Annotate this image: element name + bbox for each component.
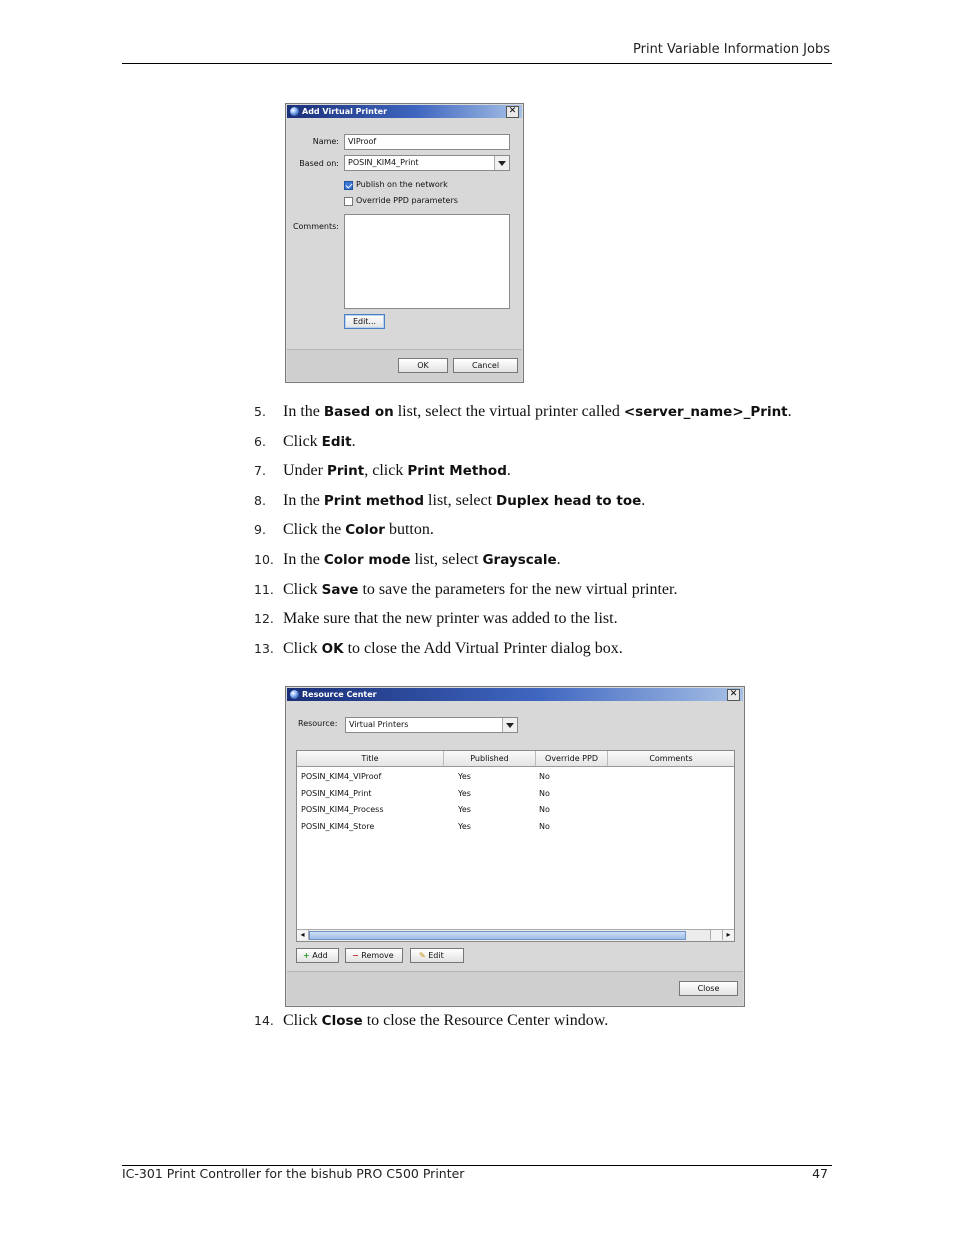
ui-term: Close — [321, 1013, 363, 1029]
step-text-run: . — [641, 491, 646, 509]
add-virtual-printer-dialog — [285, 103, 524, 383]
virtual-printers-table — [296, 750, 735, 942]
name-label: Name: — [312, 137, 339, 146]
column-override-ppd[interactable]: Override PPD — [536, 751, 608, 766]
edit-button[interactable] — [410, 948, 464, 963]
button-bar — [287, 971, 743, 1005]
chevron-down-icon[interactable] — [502, 718, 517, 732]
comments-label: Comments: — [292, 222, 339, 231]
publish-label: Publish on the network — [356, 180, 448, 189]
step-text-run: In the — [283, 550, 324, 568]
footer-title: IC-301 Print Controller for the bishub PRO C500 Printer — [122, 1166, 465, 1181]
step-text-run: Click the — [283, 521, 346, 539]
step-text — [283, 609, 618, 629]
scroll-right-icon[interactable]: ▸ — [722, 930, 734, 940]
ui-term: Color mode — [323, 551, 411, 568]
step-text-run: Click — [283, 1012, 322, 1029]
table-cell: No — [539, 788, 550, 798]
step-number: 11. — [254, 581, 274, 597]
table-cell: POSIN_KIM4_Store — [301, 821, 375, 831]
resource-value: Virtual Printers — [349, 720, 409, 729]
remove-button[interactable] — [345, 948, 403, 963]
step-text-run: In the — [283, 491, 324, 509]
name-input[interactable]: VIProof — [344, 134, 510, 150]
globe-icon — [290, 690, 299, 699]
table-cell: Yes — [458, 805, 471, 814]
column-published[interactable]: Published — [444, 751, 536, 766]
table-cell: No — [539, 805, 550, 814]
step-text-run: to save the parameters for the new virtual printer. — [358, 580, 678, 598]
step-text — [283, 461, 511, 481]
table-row[interactable] — [297, 802, 734, 819]
scrollbar-thumb[interactable] — [309, 931, 686, 940]
ui-term: Print — [326, 463, 365, 480]
step-number: 6. — [254, 433, 266, 449]
step-number: 10. — [254, 551, 274, 567]
ui-term: Based on — [323, 404, 394, 420]
plus-icon: + — [303, 951, 310, 960]
table-cell: Yes — [458, 772, 471, 781]
cancel-button[interactable]: Cancel — [453, 358, 518, 373]
dialog-title: Add Virtual Printer — [302, 107, 388, 116]
column-title[interactable]: Title — [297, 751, 444, 766]
publish-checkbox[interactable] — [344, 181, 353, 190]
pencil-icon: ✎ — [419, 951, 426, 960]
step-number: 14. — [254, 1013, 274, 1028]
ui-term: Grayscale — [482, 551, 557, 568]
step-text-run: list, select — [424, 491, 497, 509]
step-text-run: Click — [283, 432, 322, 450]
step-text-run: to close the Resource Center window. — [362, 1012, 609, 1029]
resource-center-window — [285, 686, 745, 1007]
table-cell: Yes — [458, 821, 471, 831]
ui-term: OK — [321, 640, 344, 657]
running-header: Print Variable Information Jobs — [633, 42, 830, 57]
step-text-run: list, select the virtual printer called — [393, 403, 624, 420]
step-text — [283, 550, 561, 570]
resource-select[interactable] — [345, 717, 518, 733]
step-number: 13. — [254, 640, 274, 656]
minus-icon: − — [352, 951, 359, 960]
step-number: 12. — [254, 611, 274, 627]
add-button-label: Add — [312, 951, 328, 960]
edit-button-label: Edit — [428, 951, 444, 960]
step-text-run: . — [787, 403, 792, 420]
override-ppd-checkbox[interactable] — [344, 197, 353, 206]
table-cell: POSIN_KIM4_VIProof — [301, 772, 382, 781]
ui-term: Print Method — [407, 463, 507, 480]
table-cell: POSIN_KIM4_Process — [301, 805, 384, 814]
step-number: 7. — [254, 463, 266, 479]
step-text-run: . — [506, 462, 511, 480]
ui-term: Color — [345, 522, 385, 539]
edit-button[interactable]: Edit... — [344, 314, 385, 329]
comments-textarea[interactable] — [344, 214, 510, 309]
step-text-run: Click — [283, 639, 322, 657]
horizontal-scrollbar[interactable] — [297, 929, 734, 941]
step-number: 5. — [254, 404, 266, 419]
step-text-run: Click — [283, 580, 322, 598]
ui-term: Duplex head to toe — [496, 492, 642, 509]
step-text-run: to close the Add Virtual Printer dialog box. — [343, 639, 623, 657]
resource-label: Resource: — [298, 719, 338, 728]
dialog-titlebar[interactable] — [287, 105, 522, 118]
step-text-run: . — [351, 432, 356, 450]
ok-button[interactable]: OK — [398, 358, 448, 373]
table-cell: No — [539, 821, 550, 831]
step-text-run: button. — [384, 521, 434, 539]
step-text — [283, 520, 434, 540]
remove-button-label: Remove — [361, 951, 394, 960]
chevron-down-icon[interactable] — [494, 156, 509, 170]
ui-term: <server_name>_Print — [623, 404, 788, 420]
ui-term: Edit — [321, 433, 352, 450]
step-text-run: In the — [283, 403, 324, 420]
scroll-spacer — [710, 930, 722, 940]
table-cell: No — [539, 772, 550, 781]
step-text — [283, 639, 623, 659]
step-text — [283, 1011, 608, 1031]
table-row[interactable] — [297, 769, 734, 786]
step-text-run: Make sure that the new printer was added to the list. — [283, 610, 618, 628]
column-comments[interactable]: Comments — [649, 754, 693, 763]
ui-term: Save — [321, 581, 359, 598]
based-on-label: Based on: — [299, 159, 339, 168]
page-number: 47 — [812, 1166, 828, 1181]
add-button[interactable] — [296, 948, 339, 963]
close-icon[interactable]: ✕ — [506, 106, 519, 118]
table-cell: Yes — [458, 788, 471, 798]
close-icon[interactable]: ✕ — [727, 689, 740, 701]
scroll-left-icon[interactable]: ◂ — [297, 930, 309, 940]
table-row[interactable] — [297, 819, 734, 836]
based-on-value: POSIN_KIM4_Print — [348, 158, 419, 167]
globe-icon — [290, 107, 299, 116]
step-text-run: , click — [364, 462, 408, 480]
based-on-select[interactable] — [344, 155, 510, 171]
ui-term: Print method — [323, 492, 425, 509]
step-text — [283, 580, 677, 600]
window-titlebar[interactable] — [287, 688, 743, 701]
override-ppd-label: Override PPD parameters — [356, 196, 458, 205]
table-cell: POSIN_KIM4_Print — [301, 788, 372, 798]
step-number: 8. — [254, 492, 266, 508]
step-text — [283, 402, 792, 422]
step-text-run: list, select — [410, 550, 483, 568]
header-rule — [122, 63, 832, 64]
table-row[interactable] — [297, 786, 734, 803]
step-text-run: Under — [283, 462, 327, 480]
table-header — [297, 751, 734, 767]
step-text — [283, 432, 356, 452]
window-title: Resource Center — [302, 690, 377, 699]
step-text — [283, 491, 645, 511]
step-text-run: . — [556, 550, 561, 568]
close-button[interactable]: Close — [679, 981, 738, 996]
step-number: 9. — [254, 522, 266, 538]
